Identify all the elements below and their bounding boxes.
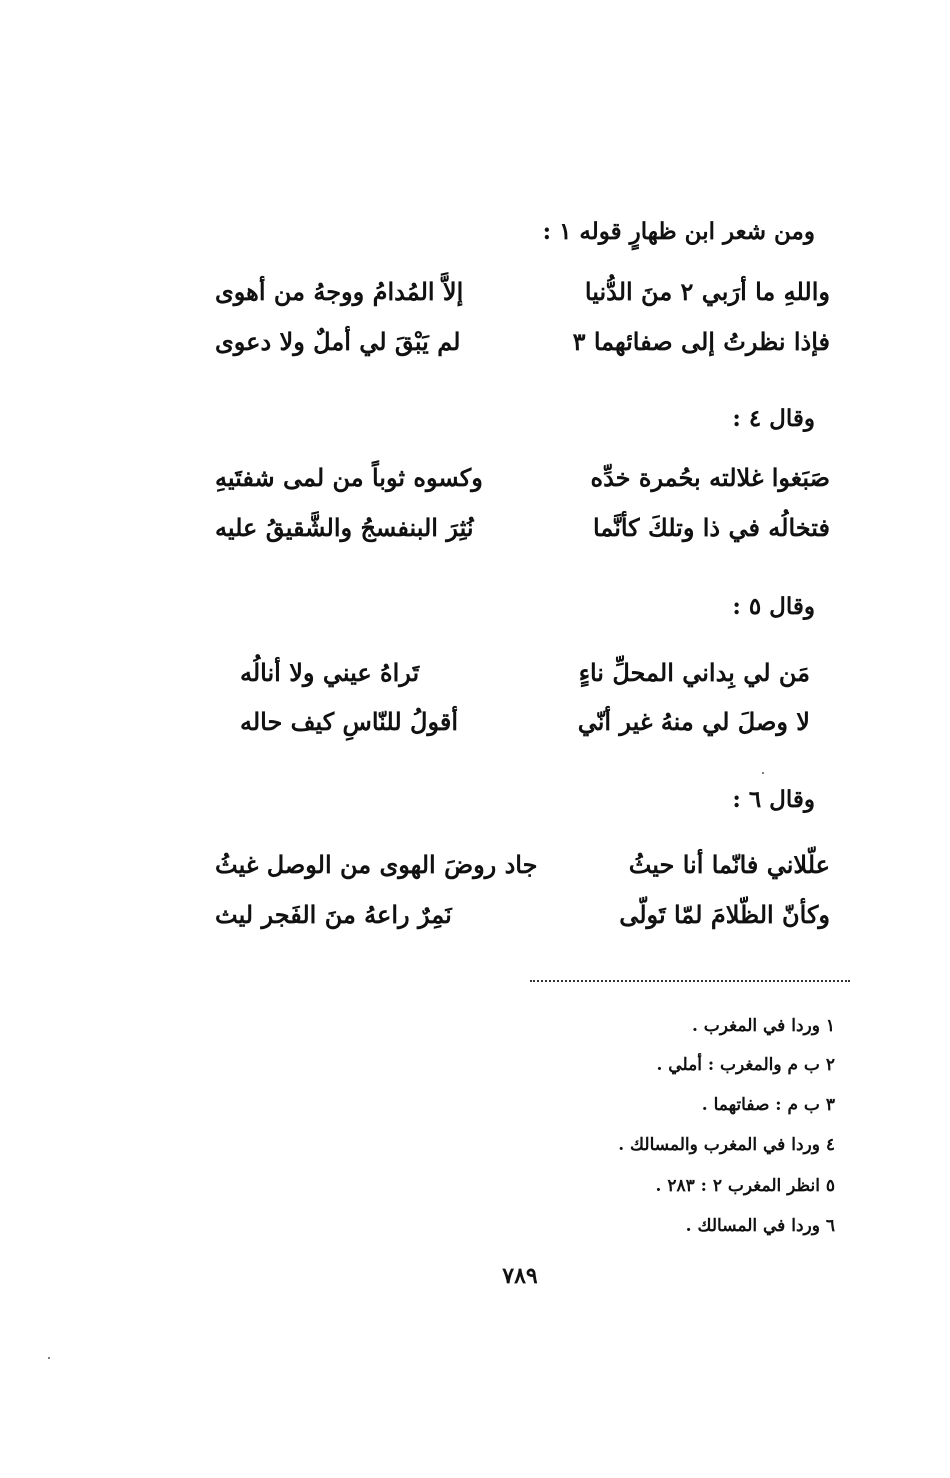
scan-speck — [762, 772, 764, 774]
first-hemistich: علّلاني فانّما أنا حيثُ — [628, 850, 830, 879]
footnote: ٤ وردا في المغرب والمسالك . — [618, 1135, 835, 1155]
section-intro: وقال ٦ : — [732, 786, 815, 813]
verse-line — [215, 327, 830, 367]
second-hemistich: أقولُ للنّاسِ كيف حاله — [240, 707, 458, 736]
verse-line — [240, 658, 810, 698]
second-hemistich: نُثِرَ البنفسجُ والشَّقيقُ عليه — [215, 513, 474, 542]
footnote-separator — [530, 980, 850, 982]
verse-line — [215, 277, 830, 317]
verse-line — [215, 513, 830, 553]
first-hemistich: واللهِ ما أرَبي ٢ منَ الدُّنيا — [584, 277, 830, 306]
section-intro: وقال ٥ : — [732, 593, 815, 620]
verse-line — [215, 850, 830, 890]
first-hemistich: وكأنّ الظّلامَ لمّا تَولّى — [619, 900, 830, 929]
second-hemistich: وكسوه ثوباً من لمى شفتَيهِ — [215, 463, 483, 492]
scan-speck — [48, 1357, 50, 1359]
second-hemistich: نَمِرٌ راعهُ منَ الفَجر ليث — [215, 900, 452, 929]
verse-line — [215, 463, 830, 503]
verse-line — [240, 707, 810, 747]
section-intro: وقال ٤ : — [732, 405, 815, 432]
footnote: ٢ ب م والمغرب : أملي . — [656, 1055, 835, 1075]
footnote: ١ وردا في المغرب . — [691, 1016, 835, 1036]
first-hemistich: فتخالُه في ذا وتلكَ كأنَّما — [593, 513, 830, 542]
first-hemistich: لا وصلَ لي منهُ غير أنّي — [577, 707, 810, 736]
first-hemistich: صَبَغوا غلالته بحُمرة خدِّه — [590, 463, 830, 492]
page-number: ٧٨٩ — [502, 1263, 538, 1289]
footnote: ٥ انظر المغرب ٢ : ٢٨٣ . — [655, 1176, 835, 1196]
second-hemistich: إلاَّ المُدامُ ووجهُ من أهوى — [215, 277, 464, 306]
section-intro: ومن شعر ابن ظهارٍ قوله ١ : — [542, 218, 815, 245]
second-hemistich: تَراهُ عيني ولا أنالُه — [240, 658, 420, 687]
footnote: ٦ وردا في المسالك . — [685, 1216, 835, 1236]
second-hemistich: لم يَبْقَ لي أملٌ ولا دعوى — [215, 327, 461, 356]
footnote: ٣ ب م : صفاتهما . — [701, 1095, 835, 1115]
first-hemistich: مَن لي بِداني المحلِّ ناءٍ — [578, 658, 810, 687]
first-hemistich: فإذا نظرتُ إلى صفائهما ٣ — [572, 327, 830, 356]
second-hemistich: جاد روضَ الهوى من الوصل غيثُ — [215, 850, 538, 879]
verse-line — [215, 900, 830, 940]
